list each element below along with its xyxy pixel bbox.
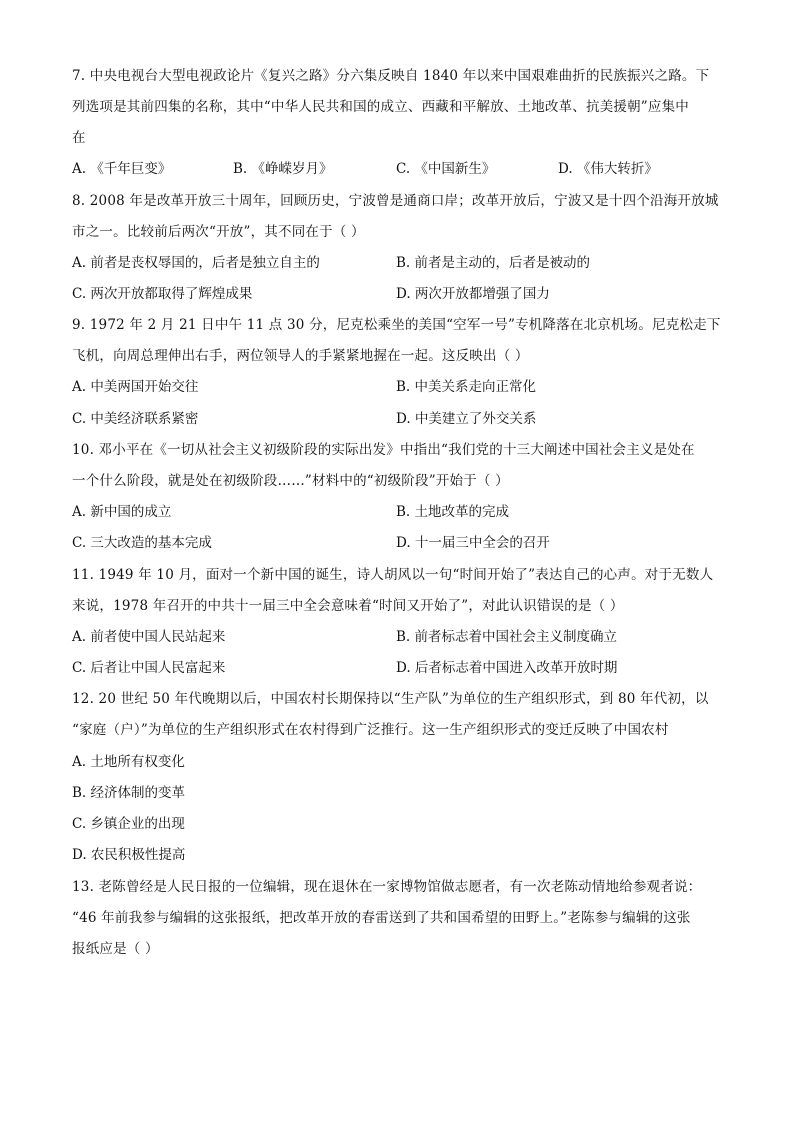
question-9-option-d[interactable]: D. 中美建立了外交关系: [396, 411, 537, 427]
question-9-line-2: 飞机，向周总理伸出右手，两位领导人的手紧紧地握在一起。这反映出（ ）: [72, 348, 529, 364]
question-9-option-a[interactable]: A. 中美两国开始交往: [72, 379, 199, 395]
question-13-line-2: “46 年前我参与编辑的这张报纸，把改革开放的春雷送到了共和国希望的田野上。”老陈参与编辑的这张: [72, 910, 691, 926]
question-10-line-2: 一个什么阶段，就是处在初级阶段……”材料中的“初级阶段”开始于（ ）: [72, 473, 509, 489]
question-8-option-a[interactable]: A. 前者是丧权辱国的，后者是独立自主的: [72, 255, 320, 271]
question-10-line-1: 10. 邓小平在《一切从社会主义初级阶段的实际出发》中指出“我们党的十三大阐述中国社会主义是处在: [72, 442, 695, 458]
question-11-option-c[interactable]: C. 后者让中国人民富起来: [72, 660, 226, 676]
question-13-line-3: 报纸应是（ ）: [72, 941, 159, 957]
question-7-option-c[interactable]: C. 《中国新生》: [396, 161, 496, 177]
question-11-line-1: 11. 1949 年 10 月，面对一个新中国的诞生，诗人胡风以一句“时间开始了”表达自己的心声。对于无数人: [72, 567, 714, 583]
question-8-option-c[interactable]: C. 两次开放都取得了辉煌成果: [72, 286, 253, 302]
question-9-line-1: 9. 1972 年 2 月 21 日中午 11 点 30 分，尼克松乘坐的美国“空军一号”专机降落在北京机场。尼克松走下: [72, 317, 721, 333]
question-7-line-2: 列选项是其前四集的名称，其中“中华人民共和国的成立、西藏和平解放、土地改革、抗美援朝”应集中: [72, 99, 690, 115]
question-13-line-1: 13. 老陈曾经是人民日报的一位编辑，现在退休在一家博物馆做志愿者，有一次老陈动情地给参观者说：: [72, 879, 702, 895]
question-7-line-1: 7. 中央电视台大型电视政论片《复兴之路》分六集反映自 1840 年以来中国艰难曲折的民族振兴之路。下: [72, 68, 710, 84]
question-8-line-1: 8. 2008 年是改革开放三十周年，回顾历史，宁波曾是通商口岸；改革开放后，宁波又是十四个沿海开放城: [72, 193, 719, 209]
question-7-option-a[interactable]: A. 《千年巨变》: [72, 161, 172, 177]
question-11-line-2: 来说，1978 年召开的中共十一届三中全会意味着“时间又开始了”，对此认识错误的是（ ）: [72, 598, 624, 614]
question-9-option-c[interactable]: C. 中美经济联系紧密: [72, 411, 199, 427]
question-11-option-d[interactable]: D. 后者标志着中国进入改革开放时期: [396, 660, 618, 676]
question-12-option-d[interactable]: D. 农民积极性提高: [72, 847, 186, 863]
question-11-option-b[interactable]: B. 前者标志着中国社会主义制度确立: [396, 629, 618, 645]
question-12-option-a[interactable]: A. 土地所有权变化: [72, 754, 185, 770]
question-11-option-a[interactable]: A. 前者使中国人民站起来: [72, 629, 226, 645]
question-10-option-b[interactable]: B. 土地改革的完成: [396, 504, 510, 520]
question-7-option-b[interactable]: B. 《峥嵘岁月》: [233, 161, 333, 177]
question-7-line-3: 在: [72, 130, 86, 146]
question-8-line-2: 市之一。比较前后两次“开放”，其不同在于（ ）: [72, 224, 365, 240]
question-12-line-1: 12. 20 世纪 50 年代晚期以后，中国农村长期保持以“生产队”为单位的生产组织形式，到 80 年代初，以: [72, 691, 709, 707]
question-9-option-b[interactable]: B. 中美关系走向正常化: [396, 379, 537, 395]
question-10-option-d[interactable]: D. 十一届三中全会的召开: [396, 535, 550, 551]
question-8-option-d[interactable]: D. 两次开放都增强了国力: [396, 286, 550, 302]
question-12-option-c[interactable]: C. 乡镇企业的出现: [72, 816, 185, 832]
question-10-option-a[interactable]: A. 新中国的成立: [72, 504, 172, 520]
question-10-option-c[interactable]: C. 三大改造的基本完成: [72, 535, 212, 551]
question-7-option-d[interactable]: D. 《伟大转折》: [558, 161, 658, 177]
question-12-option-b[interactable]: B. 经济体制的变革: [72, 785, 186, 801]
question-8-option-b[interactable]: B. 前者是主动的，后者是被动的: [396, 255, 591, 271]
question-12-line-2: “家庭（户）”为单位的生产组织形式在农村得到广泛推行。这一生产组织形式的变迁反映了中国农村: [72, 722, 669, 738]
